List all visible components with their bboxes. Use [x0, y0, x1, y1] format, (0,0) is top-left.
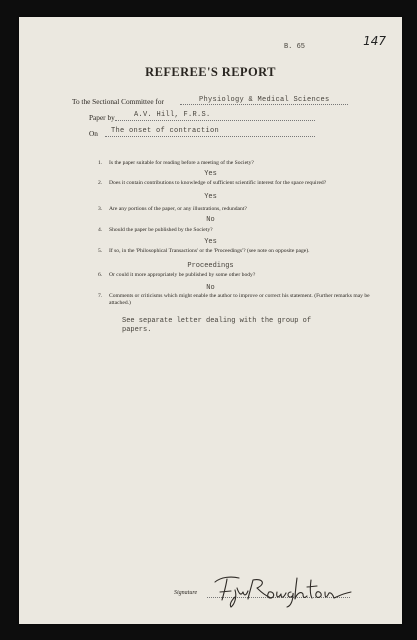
referee-comments: See separate letter dealing with the group of papers.	[122, 317, 312, 334]
to-committee-label: To the Sectional Committee for	[72, 97, 164, 106]
question-text: Or could it more appropriately be published by some other body?	[109, 272, 256, 278]
question-number: 4.	[98, 227, 103, 233]
question-text: Are any portions of the paper, or any illustrations, redundant?	[109, 206, 247, 212]
signature-label: Signature	[174, 590, 198, 596]
question-text: If so, in the 'Philosophical Transactions' or the 'Proceedings'? (see note on opposite page).	[109, 248, 310, 254]
on-line	[105, 136, 315, 137]
question-number: 3.	[98, 206, 103, 212]
to-committee-value: Physiology & Medical Sciences	[199, 96, 330, 104]
question-text: Is the paper suitable for reading before a meeting of the Society?	[109, 160, 254, 166]
reference-number: B. 65	[283, 43, 305, 51]
to-committee-line	[180, 104, 348, 105]
question-answer: Proceedings	[187, 262, 234, 270]
paper-by-label: Paper by	[89, 113, 115, 122]
question-answer: No	[206, 216, 215, 224]
paper-by-value: A.V. Hill, F.R.S.	[134, 111, 211, 119]
question-number: 5.	[98, 248, 103, 254]
question-number: 2.	[98, 180, 103, 186]
question-answer: Yes	[204, 193, 217, 201]
question-number: 1.	[98, 160, 103, 166]
question-number: 6.	[98, 272, 103, 278]
question-text: Should the paper be published by the Society?	[109, 227, 213, 233]
referee-report-page	[19, 17, 402, 624]
handwritten-signature	[211, 570, 356, 608]
question-text: Comments or criticisms which might enable the author to improve or correct his statement. (Further remarks may be attached.)	[109, 293, 370, 306]
question-text: Does it contain contributions to knowledge of sufficient scientific interest for the space required?	[109, 180, 327, 186]
on-label: On	[89, 129, 98, 138]
paper-by-line	[115, 120, 315, 121]
question-number: 7.	[98, 293, 103, 299]
question-answer: No	[206, 284, 215, 292]
page-title: REFEREE'S REPORT	[145, 65, 276, 79]
question-answer: Yes	[204, 238, 217, 246]
on-value: The onset of contraction	[111, 127, 220, 135]
question-answer: Yes	[204, 170, 217, 178]
folio-number: 147	[363, 34, 386, 48]
